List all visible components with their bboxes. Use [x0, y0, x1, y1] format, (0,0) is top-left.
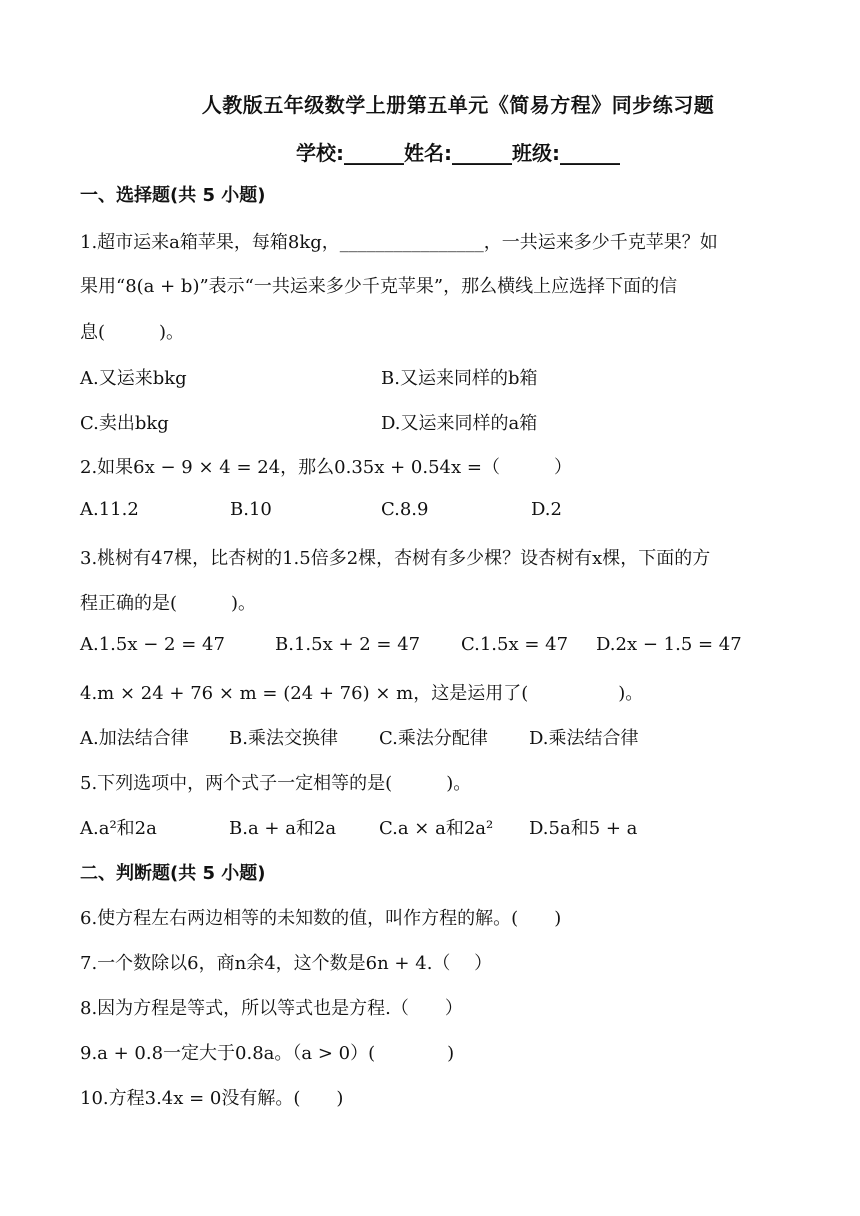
question-1-option-a: A.又运来bkg — [80, 368, 187, 389]
question-4-option-b: B.乘法交换律 — [229, 728, 338, 749]
question-2-option-c: C.8.9 — [381, 499, 429, 520]
question-1-option-b: B.又运来同样的b箱 — [381, 368, 538, 389]
question-5-option-d: D.5a和5 + a — [529, 818, 638, 839]
student-info-line: 学校:______姓名:______班级:______ — [296, 141, 620, 165]
question-3-option-c: C.1.5x = 47 — [461, 634, 569, 655]
question-1-option-c: C.卖出bkg — [80, 413, 169, 434]
question-4-option-c: C.乘法分配律 — [379, 728, 488, 749]
question-3-line-2: 程正确的是( )。 — [80, 593, 257, 614]
question-1-option-d: D.又运来同样的a箱 — [381, 413, 538, 434]
question-10: 10.方程3.4x = 0没有解。( ) — [80, 1088, 344, 1109]
question-2-option-b: B.10 — [230, 499, 272, 520]
question-1-line-1: 1.超市运来a箱苹果，每箱8kg，________________，一共运来多少千克苹果？如 — [80, 232, 718, 253]
question-5-line-1: 5.下列选项中，两个式子一定相等的是( )。 — [80, 773, 472, 794]
page-title: 人教版五年级数学上册第五单元《简易方程》同步练习题 — [201, 93, 715, 117]
question-2-option-d: D.2 — [531, 499, 562, 520]
question-3-option-b: B.1.5x + 2 = 47 — [275, 634, 421, 655]
question-7: 7.一个数除以6，商n余4，这个数是6n + 4.（ ） — [80, 953, 493, 974]
question-2-line-1: 2.如果6x − 9 × 4 = 24，那么0.35x + 0.54x =（ ） — [80, 457, 572, 478]
section-heading-true-false: 二、判断题(共 5 小题) — [80, 863, 266, 884]
question-2-option-a: A.11.2 — [80, 499, 139, 520]
question-5-option-a: A.a²和2a — [80, 818, 157, 839]
question-3-option-d: D.2x − 1.5 = 47 — [596, 634, 742, 655]
question-9: 9.a + 0.8一定大于0.8a。（a > 0）( ) — [80, 1043, 455, 1064]
question-4-line-1: 4.m × 24 + 76 × m = (24 + 76) × m，这是运用了( )。 — [80, 683, 644, 704]
question-5-option-b: B.a + a和2a — [229, 818, 337, 839]
question-4-option-d: D.乘法结合律 — [529, 728, 639, 749]
section-heading-choice: 一、选择题(共 5 小题) — [80, 185, 266, 206]
question-3-option-a: A.1.5x − 2 = 47 — [80, 634, 225, 655]
question-1-line-3: 息( )。 — [80, 322, 185, 343]
question-1-line-2: 果用“8(a + b)”表示“一共运来多少千克苹果”，那么横线上应选择下面的信 — [80, 276, 678, 297]
question-8: 8.因为方程是等式，所以等式也是方程.（ ） — [80, 998, 463, 1019]
question-3-line-1: 3.桃树有47棵，比杏树的1.5倍多2棵，杏树有多少棵？设杏树有x棵，下面的方 — [80, 548, 711, 569]
question-6: 6.使方程左右两边相等的未知数的值，叫作方程的解。( ) — [80, 908, 562, 929]
question-4-option-a: A.加法结合律 — [80, 728, 189, 749]
question-5-option-c: C.a × a和2a² — [379, 818, 494, 839]
